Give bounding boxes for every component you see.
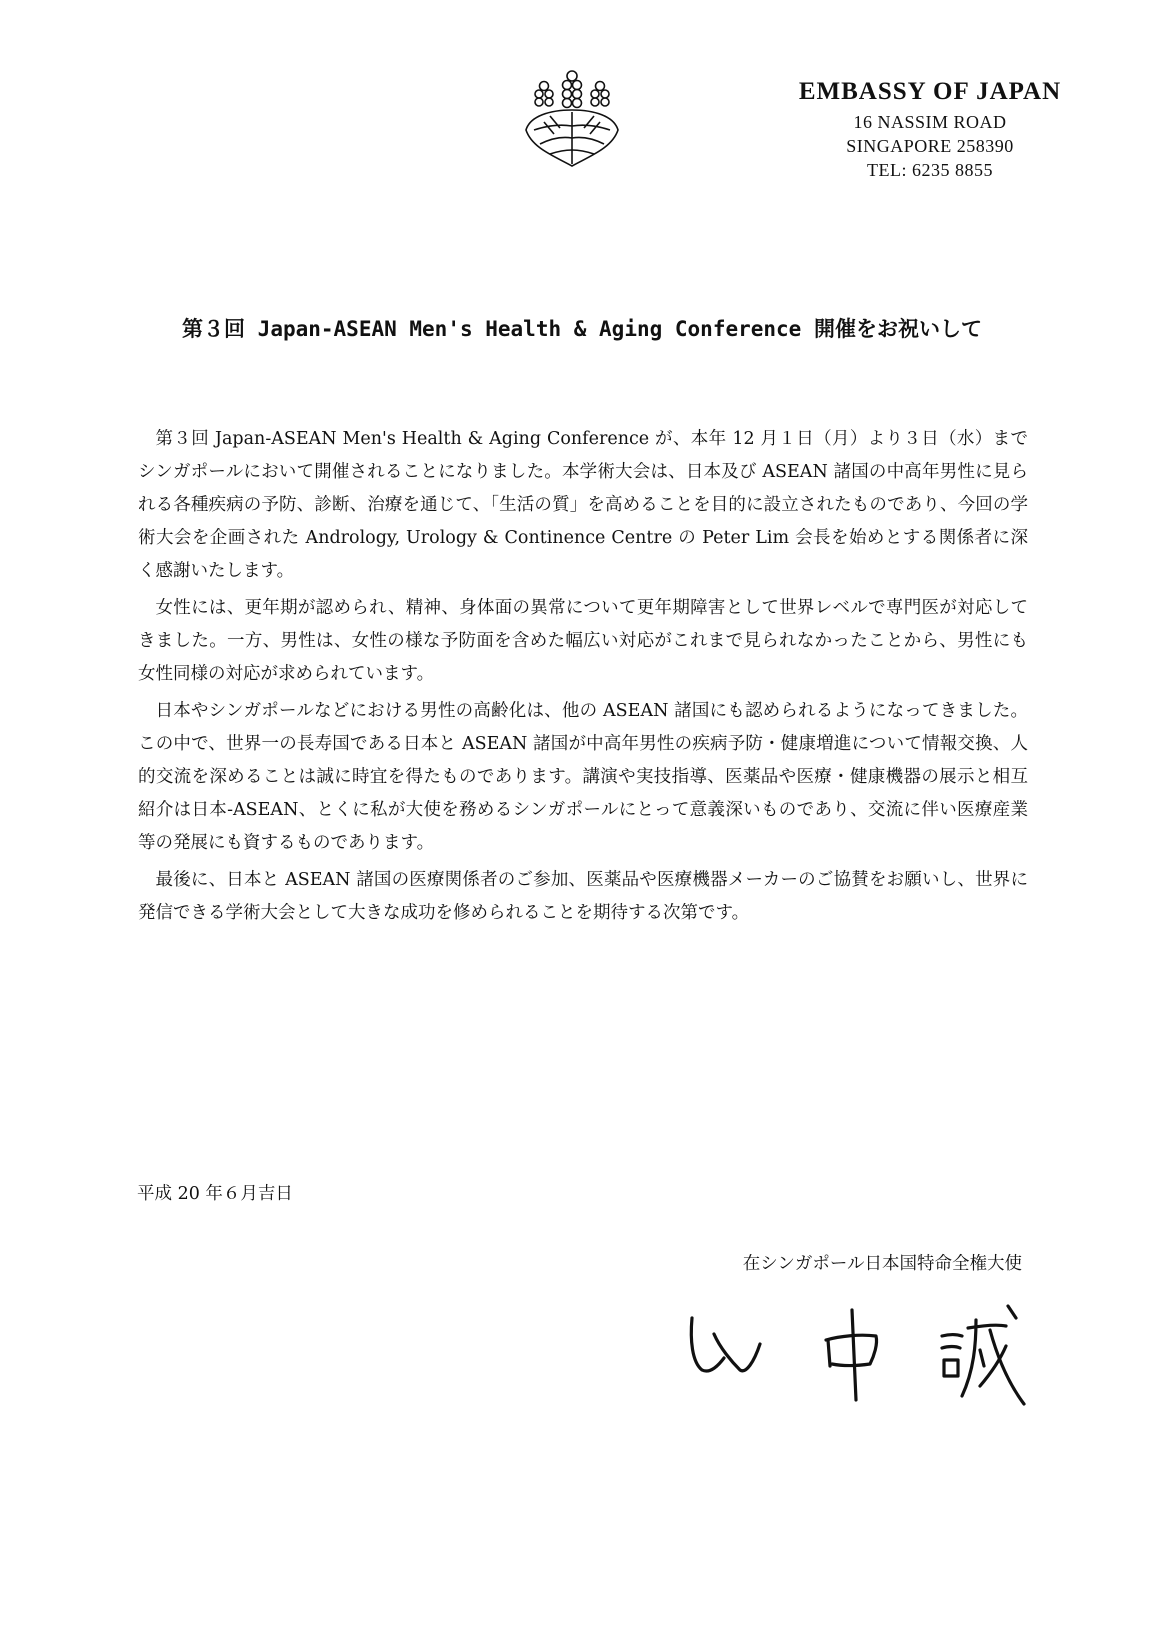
paragraph-2: 女性には、更年期が認められ、精神、身体面の異常について更年期障害として世界レベルで専門医が対応してきました。一方、男性は、女性の様な予防面を含めた幅広い対応がこれまで見られなかったことから、男性にも女性同様の対応が求められています。 bbox=[138, 598, 1028, 684]
sender-title: 在シンガポール日本国特命全権大使 bbox=[742, 1254, 1022, 1274]
letter-body bbox=[138, 423, 1028, 934]
letter-date: 平成 20 年６月吉日 bbox=[137, 1184, 293, 1204]
handwritten-signature bbox=[680, 1300, 1050, 1410]
address-line-2: SINGAPORE 258390 bbox=[846, 136, 1014, 156]
paragraph-3: 日本やシンガポールなどにおける男性の高齢化は、他の ASEAN 諸国にも認められるようになってきました。この中で、世界一の長寿国である日本と ASEAN 諸国が中高年男性の疾病予防・健康増進について情報交換、人的交流を深めることは誠に時宜を得たものであります。講演や実技指導、医薬品や医療・健康機器の展示と相互紹介は日本-ASEAN、とくに私が大使を務めるシンガポールにとって意義深いものであり、交流に伴い医療産業等の発展にも資するものであります。 bbox=[138, 701, 1028, 853]
embassy-name: EMBASSY OF JAPAN bbox=[798, 78, 1062, 105]
address-line-1: 16 NASSIM ROAD bbox=[853, 112, 1007, 132]
telephone: TEL: 6235 8855 bbox=[867, 160, 993, 180]
letterhead bbox=[740, 78, 1120, 182]
paragraph-4: 最後に、日本と ASEAN 諸国の医療関係者のご参加、医薬品や医療機器メーカーのご協賛をお願いし、世界に発信できる学術大会として大きな成功を修められることを期待する次第です。 bbox=[138, 870, 1028, 923]
paragraph-1: 第３回 Japan-ASEAN Men's Health & Aging Conference が、本年 12 月１日（月）より３日（水）までシンガポールにおいて開催されることになりました。本学術大会は、日本及び ASEAN 諸国の中高年男性に見られる各種疾病の予防、診断、治療を通じて、「生活の質」を高めることを目的に設立されたものであり、今回の学術大会を企画された Andrology, Urology & Continence Centre の Peter Lim 会長を始めとする関係者に深く感謝いたします。 bbox=[138, 429, 1028, 581]
paulownia-crest-icon bbox=[520, 66, 624, 170]
document-title: 第３回 Japan-ASEAN Men's Health & Aging Conference 開催をお祝いして bbox=[182, 317, 982, 341]
